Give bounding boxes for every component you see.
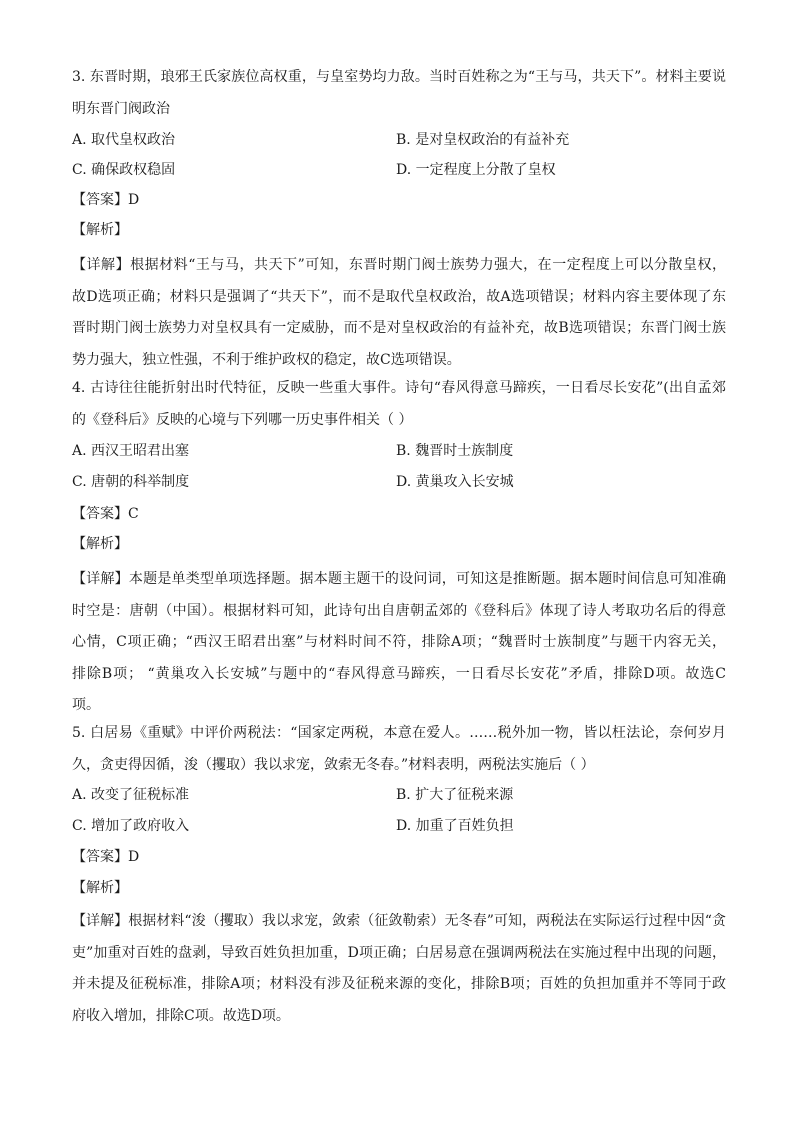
question-4-option-b: B. 魏晋时士族制度	[396, 443, 514, 459]
question-3-stem-line-2: 明东晋门阀政治	[72, 100, 170, 117]
question-4-detail-line-3: 心情，C项正确；“西汉王昭君出塞”与材料时间不符，排除A项；“魏晋时士族制度”与题干内容无关，	[72, 634, 726, 650]
question-4-detail-line-5: 项。	[72, 697, 100, 713]
question-4-detail-line-1: 【详解】本题是单类型单项选择题。据本题主题干的设问词，可知这是推断题。据本题时间信息可知准确	[72, 571, 726, 587]
question-4-stem	[72, 373, 726, 436]
question-3-detail	[72, 250, 726, 376]
question-5-analysis-label: 【解析】	[72, 880, 128, 896]
question-4-stem-line-1: 4. 古诗往往能折射出时代特征，反映一些重大事件。诗句“春风得意马蹄疾，一日看尽长安花”(出自孟郊	[72, 380, 726, 396]
question-4-detail-line-2: 时空是：唐朝（中国）。根据材料可知，此诗句出自唐朝孟郊的《登科后》体现了诗人考取功名后的得意	[72, 602, 726, 619]
question-5-detail-line-1: 【详解】根据材料“浚（攫取）我以求宠，敛索（征敛勒索）无冬春”可知，两税法在实际运行过程中因“贪	[72, 913, 726, 929]
question-5-detail-line-3: 并未提及征税标准，排除A项；材料没有涉及征税来源的变化，排除B项；百姓的负担加重并不等同于政	[72, 976, 726, 992]
question-5-detail-line-4: 府收入增加，排除C项。故选D项。	[72, 1007, 290, 1024]
question-5-stem	[72, 718, 726, 781]
question-5-option-a: A. 改变了征税标准	[72, 787, 190, 803]
question-5-detail	[72, 906, 726, 1032]
question-3-option-c: C. 确保政权稳固	[72, 162, 176, 178]
question-5-option-d: D. 加重了百姓负担	[396, 818, 514, 834]
question-4-detail	[72, 564, 726, 722]
question-5-option-b: B. 扩大了征税来源	[396, 787, 514, 803]
question-4-option-d: D. 黄巢攻入长安城	[396, 474, 514, 490]
question-5-detail-line-2: 吏”加重对百姓的盘剥，导致百姓负担加重，D项正确；白居易意在强调两税法在实施过程中出现的问题，	[72, 944, 726, 961]
question-3-detail-line-2: 故D选项正确；材料只是强调了“共天下”，而不是取代皇权政治，故A选项错误；材料内容主要体现了东	[72, 288, 726, 305]
question-3-analysis-label: 【解析】	[72, 222, 128, 238]
question-4-option-a: A. 西汉王昭君出塞	[72, 443, 190, 459]
question-5-option-c: C. 增加了政府收入	[72, 818, 190, 834]
question-3-detail-line-3: 晋时期门阀士族势力对皇权具有一定威胁，而不是对皇权政治的有益补充，故B选项错误；东晋门阀士族	[72, 320, 726, 336]
question-3-stem	[72, 62, 726, 125]
question-4-detail-line-4: 排除B项； “黄巢攻入长安城”与题中的“春风得意马蹄疾，一日看尽长安花”矛盾，排除D项。故选C	[72, 665, 726, 682]
question-3-option-d: D. 一定程度上分散了皇权	[396, 162, 556, 178]
question-3-detail-line-1: 【详解】根据材料“王与马，共天下”可知，东晋时期门阀士族势力强大，在一定程度上可以分散皇权，	[72, 257, 726, 273]
question-3-detail-line-4: 势力强大，独立性强，不利于维护政权的稳定，故C选项错误。	[72, 351, 461, 368]
question-4-answer: 【答案】C	[72, 506, 139, 522]
question-5-stem-line-1: 5. 白居易《重赋》中评价两税法：“国家定两税，本意在爱人。……税外加一物，皆以枉法论，奈何岁月	[72, 725, 726, 741]
question-3-option-a: A. 取代皇权政治	[72, 132, 176, 148]
question-4-analysis-label: 【解析】	[72, 536, 128, 552]
question-5-answer: 【答案】D	[72, 849, 140, 865]
question-4-option-c: C. 唐朝的科举制度	[72, 474, 190, 490]
question-3-answer: 【答案】D	[72, 192, 140, 208]
question-4-stem-line-2: 的《登科后》反映的心境与下列哪一历史事件相关（ ）	[72, 411, 413, 428]
question-5-stem-line-2: 久，贪吏得因循，浚（攫取）我以求宠，敛索无冬春。”材料表明，两税法实施后（ ）	[72, 756, 595, 773]
question-3-stem-line-1: 3. 东晋时期，琅邪王氏家族位高权重，与皇室势均力敌。当时百姓称之为“王与马，共天下”。材料主要说	[72, 69, 726, 85]
question-3-option-b: B. 是对皇权政治的有益补充	[396, 132, 570, 148]
